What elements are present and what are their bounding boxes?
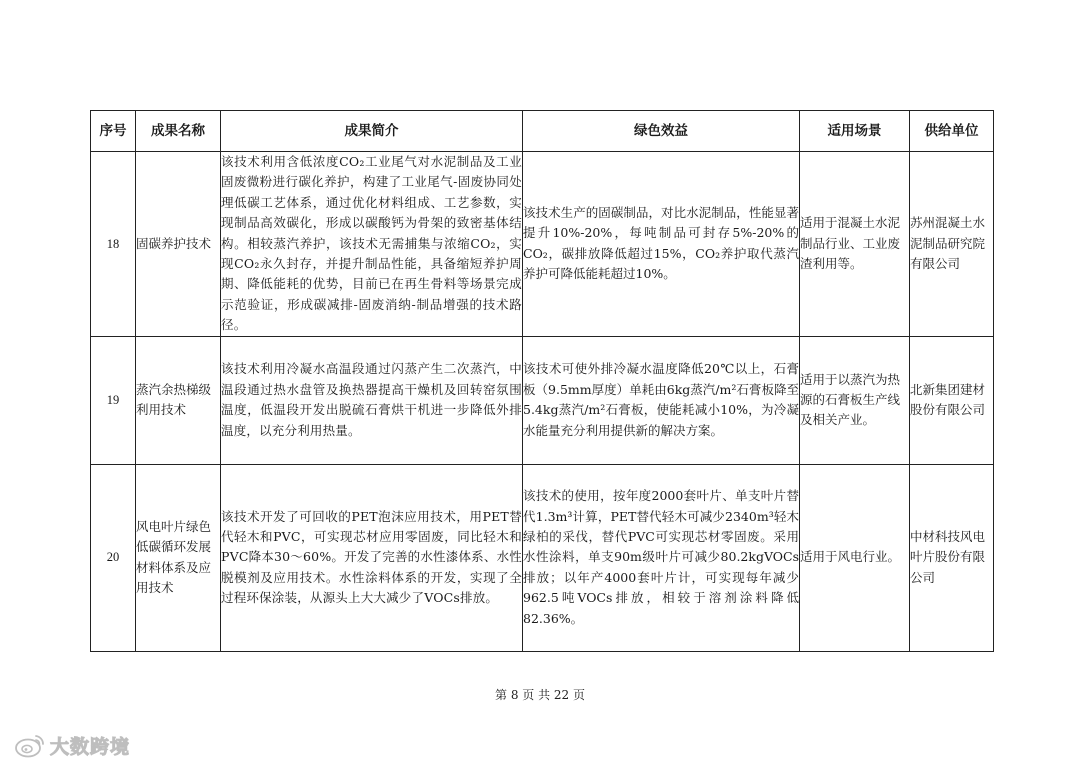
achievements-table (90, 110, 994, 652)
watermark-text: 大数跨境 (50, 735, 131, 758)
watermark (14, 730, 130, 760)
page-footer: 第 8 页 共 22 页 (495, 688, 585, 702)
green-benefit: 该技术的使用，按年度2000套叶片、单支叶片替代1.3m³计算，PET替代轻木可减少2340m³轻木绿柏的采伐，替代PVC可实现芯材零固废。采用水性涂料，单支90m级叶片可减少80.2kgVOCs排放；以年产4000套叶片计，可实现每年减少962.5吨VOCs排放，相较于溶剂涂料降低82.36%。 (523, 464, 800, 651)
application-scene: 适用于风电行业。 (800, 464, 910, 651)
green-benefit: 该技术可使外排冷凝水温度降低20℃以上，石膏板（9.5mm厚度）单耗由6kg蒸汽/m²石膏板降至5.4kg蒸汽/m²石膏板，使能耗减小10%，为冷凝水能量充分利用提供新的解决方案。 (523, 336, 800, 464)
weibo-logo-icon (14, 732, 46, 758)
achievement-name: 蒸汽余热梯级利用技术 (136, 336, 221, 464)
header-no: 序号 (91, 111, 136, 152)
table-row (91, 336, 994, 464)
supplier-unit: 中材科技风电叶片股份有限公司 (910, 464, 994, 651)
achievement-intro: 该技术利用冷凝水高温段通过闪蒸产生二次蒸汽，中温段通过热水盘管及换热器提高干燥机及回转窑氛围温度，低温段开发出脱硫石膏烘干机进一步降低外排温度，以充分利用热量。 (221, 336, 523, 464)
application-scene: 适用于混凝土水泥制品行业、工业废渣利用等。 (800, 152, 910, 337)
application-scene: 适用于以蒸汽为热源的石膏板生产线及相关产业。 (800, 336, 910, 464)
table-row (91, 152, 994, 337)
green-benefit: 该技术生产的固碳制品，对比水泥制品，性能显著提升10%-20%，每吨制品可封存5%-20%的CO₂，碳排放降低超过15%，CO₂养护取代蒸汽养护可降低能耗超过10%。 (523, 152, 800, 337)
achievement-name: 固碳养护技术 (136, 152, 221, 337)
supplier-unit: 北新集团建材股份有限公司 (910, 336, 994, 464)
achievement-intro: 该技术开发了可回收的PET泡沫应用技术，用PET替代轻木和PVC，可实现芯材应用零固废，同比轻木和PVC降本30～60%。开发了完善的水性漆体系、水性脱模剂及应用技术。水性涂料体系的开发，实现了全过程环保涂装，从源头上大大减少了VOCs排放。 (221, 464, 523, 651)
achievement-intro: 该技术利用含低浓度CO₂工业尾气对水泥制品及工业固废微粉进行碳化养护，构建了工业尾气-固废协同处理低碳工艺体系，通过优化材料组成、工艺参数，实现制品高效碳化，形成以碳酸钙为骨架的致密基体结构。相较蒸汽养护，该技术无需捕集与浓缩CO₂，实现CO₂永久封存，并提升制品性能，具备缩短养护周期、降低能耗的优势，目前已在再生骨料等场景完成示范验证，形成碳减排-固废消纳-制品增强的技术路径。 (221, 152, 523, 337)
header-green: 绿色效益 (523, 111, 800, 152)
header-name: 成果名称 (136, 111, 221, 152)
row-number: 19 (91, 336, 136, 464)
supplier-unit: 苏州混凝土水泥制品研究院有限公司 (910, 152, 994, 337)
header-scene: 适用场景 (800, 111, 910, 152)
header-supplier: 供给单位 (910, 111, 994, 152)
header-intro: 成果简介 (221, 111, 523, 152)
achievement-name: 风电叶片绿色低碳循环发展材料体系及应用技术 (136, 464, 221, 651)
table-header-row (91, 111, 994, 152)
row-number: 18 (91, 152, 136, 337)
table-row (91, 464, 994, 651)
row-number: 20 (91, 464, 136, 651)
